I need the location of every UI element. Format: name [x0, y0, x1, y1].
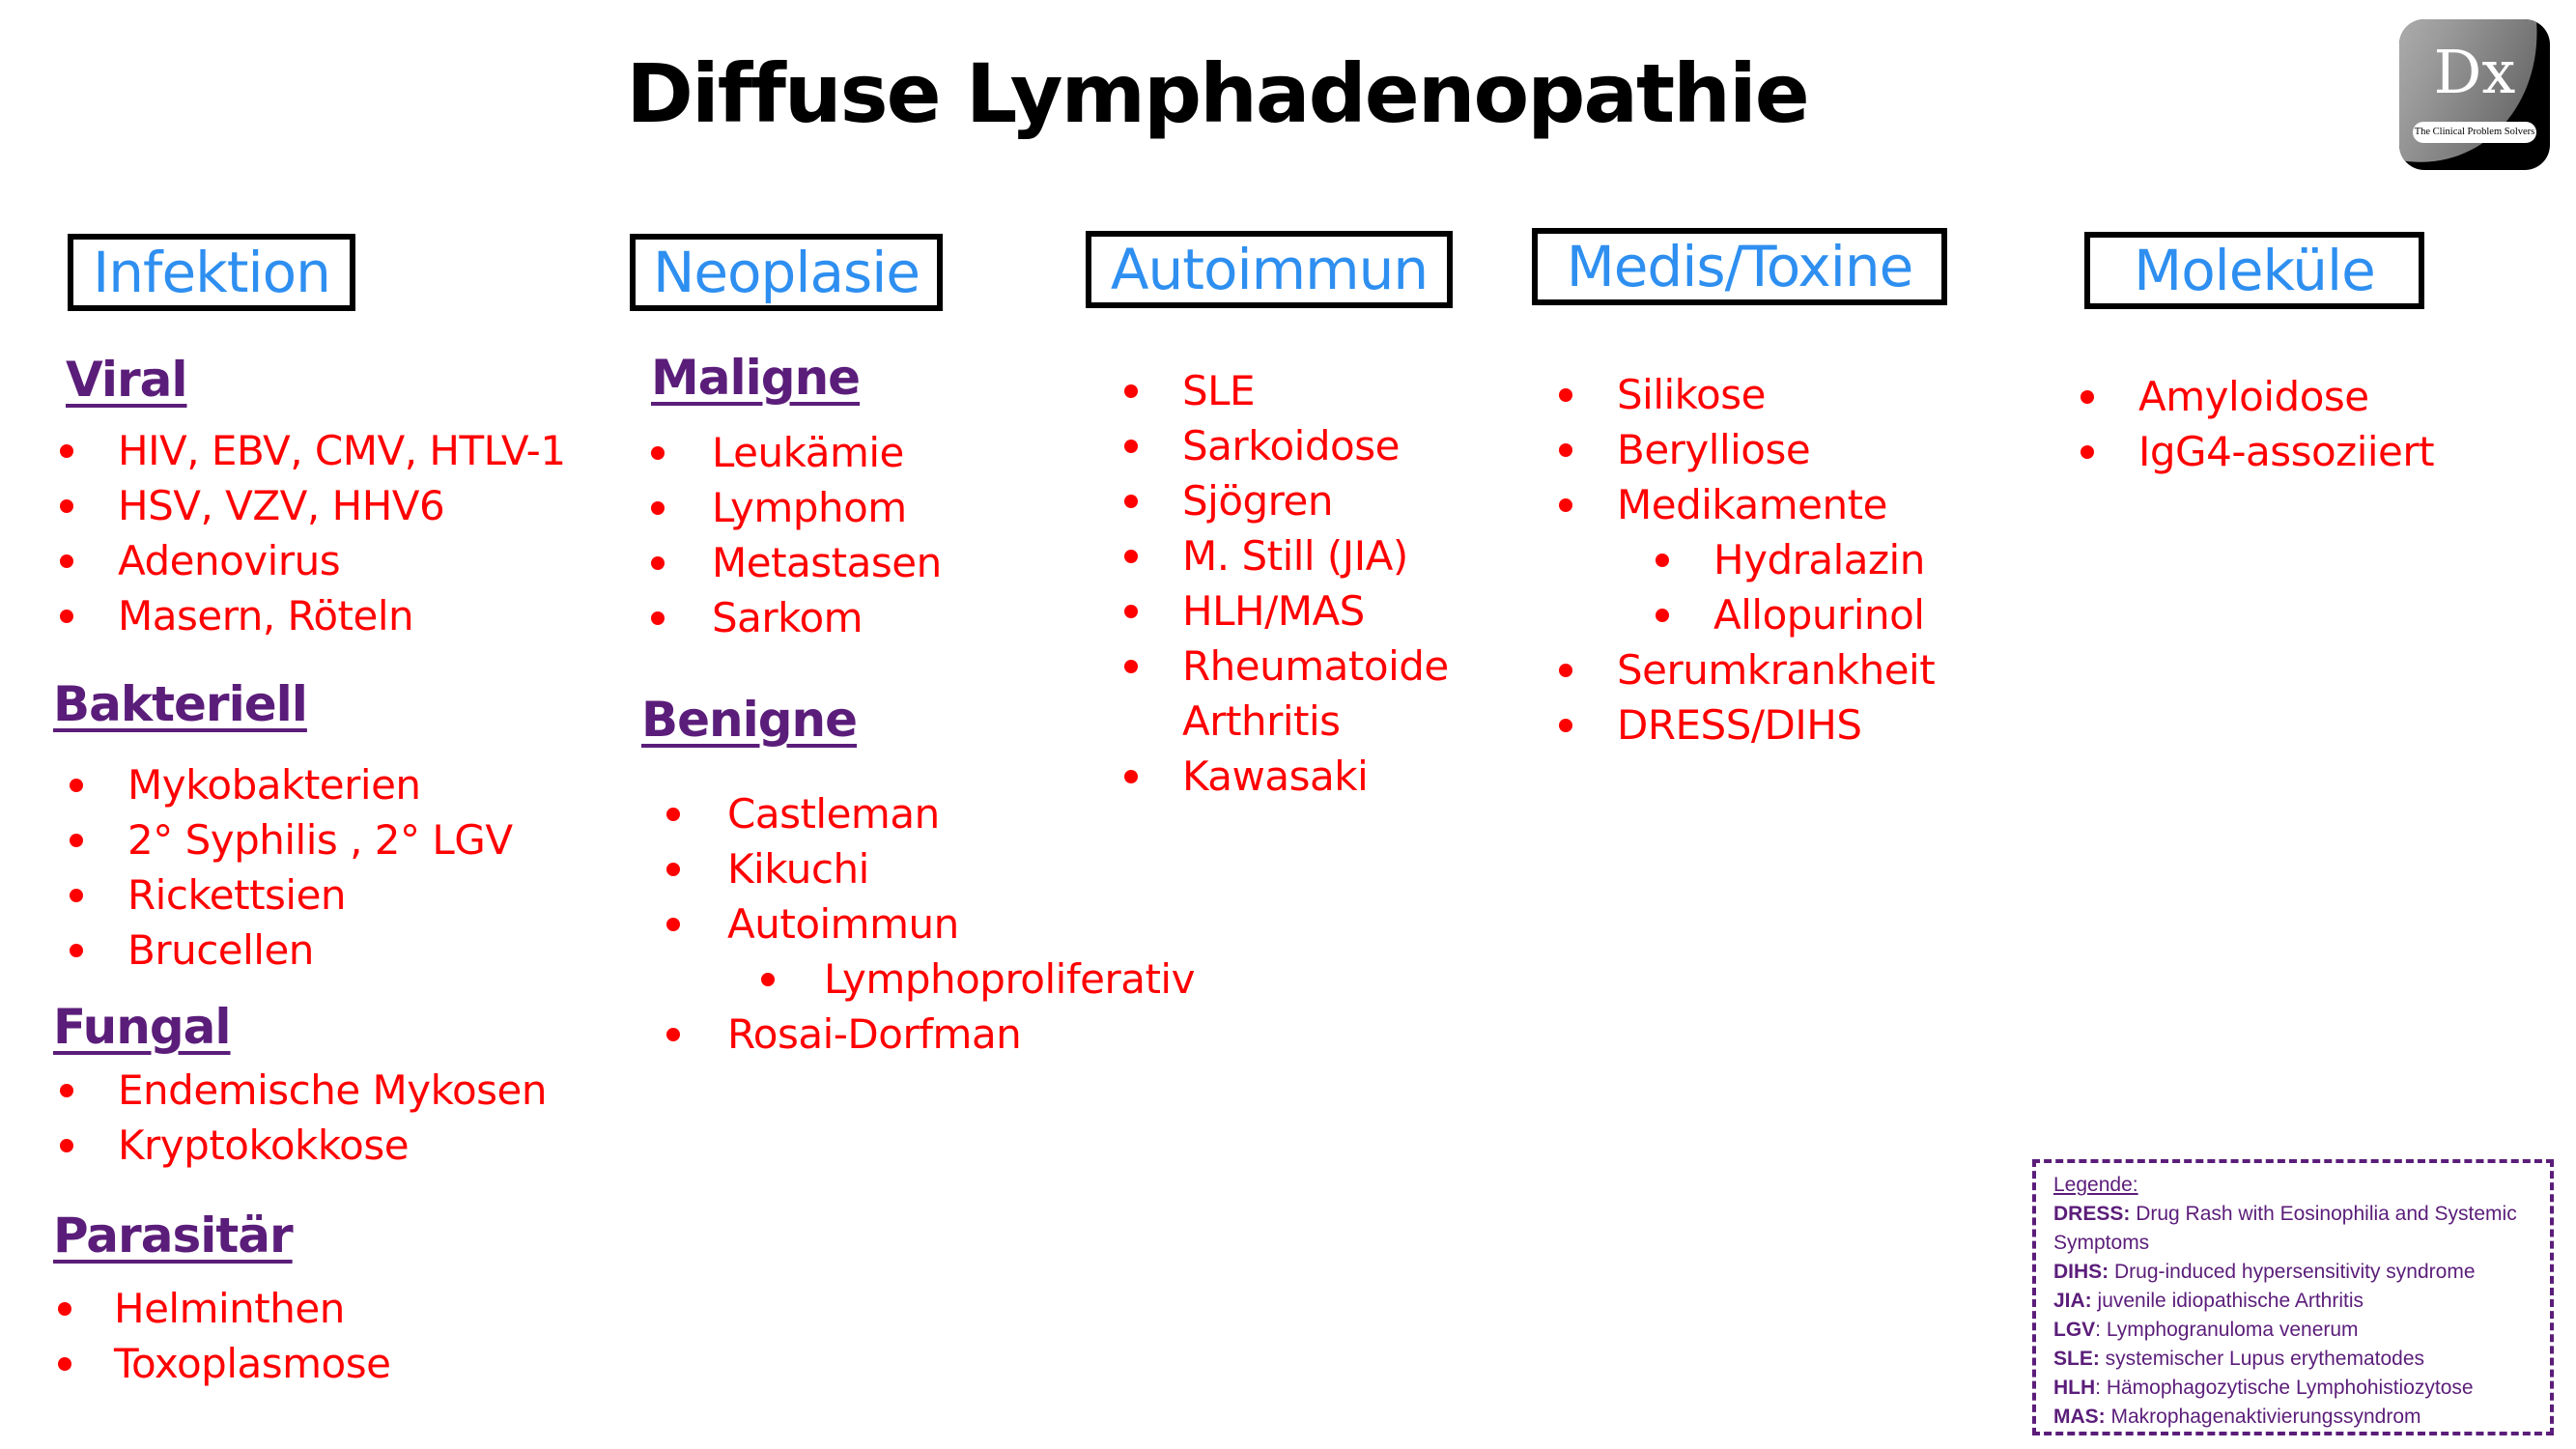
list-bakteriell [68, 757, 513, 978]
list-item: Serumkrankheit [1557, 642, 1935, 697]
list-item: Toxoplasmose [56, 1336, 390, 1391]
bullet-icon [70, 779, 83, 792]
list-item: SLE [1122, 363, 1449, 418]
bullet-icon [1559, 388, 1572, 402]
list-item: DRESS/DIHS [1557, 697, 1935, 753]
list-item: Medikamente [1557, 477, 1935, 532]
legend-entry: MAS: Makrophagenaktivierungssyndrom [2053, 1406, 2421, 1428]
legend-entry: DRESS: Drug Rash with Eosinophilia and Systemic Symptoms [2053, 1203, 2517, 1254]
list-item: Adenovirus [58, 533, 566, 588]
category-autoimmun: Autoimmun [1086, 231, 1453, 308]
list-maligne [649, 425, 942, 645]
list-item: Mykobakterien [68, 757, 513, 812]
list-item: Berylliose [1557, 422, 1935, 477]
bullet-icon [1124, 440, 1138, 453]
category-neoplasie: Neoplasie [630, 234, 943, 311]
bullet-icon [58, 1357, 71, 1371]
legend-entry: JIA: juvenile idiopathische Arthritis [2053, 1290, 2364, 1312]
list-item: Allopurinol [1557, 587, 1935, 642]
list-item: Endemische Mykosen [58, 1063, 547, 1118]
logo-tagline: The Clinical Problem Solvers [2413, 122, 2536, 143]
list-item: Amyloidose [2079, 369, 2434, 424]
list-parasitaer [56, 1281, 390, 1391]
list-item: Helminthen [56, 1281, 390, 1336]
bullet-icon [666, 808, 680, 821]
bullet-icon [1559, 719, 1572, 732]
list-molekuele [2079, 369, 2434, 479]
list-benigne [665, 786, 1195, 1062]
dx-logo [2399, 19, 2550, 170]
list-item: Brucellen [68, 923, 513, 978]
list-item: IgG4-assoziiert [2079, 424, 2434, 479]
list-item: Autoimmun [665, 896, 1195, 952]
logo-mark: Dx [2433, 37, 2516, 107]
bullet-icon [1656, 554, 1669, 567]
legend-entry: LGV: Lymphogranuloma venerum [2053, 1319, 2359, 1341]
bullet-icon [1559, 443, 1572, 457]
bullet-icon [1124, 384, 1138, 398]
bullet-icon [651, 501, 665, 515]
list-item: Leukämie [649, 425, 942, 480]
bullet-icon [2081, 390, 2094, 404]
bullet-icon [666, 918, 680, 931]
list-item: Kikuchi [665, 841, 1195, 896]
list-item: M. Still (JIA) [1122, 528, 1449, 583]
legend-entry: DIHS: Drug-induced hypersensitivity syndrome [2053, 1261, 2476, 1283]
bullet-icon [761, 973, 775, 986]
bullet-icon [1124, 550, 1138, 563]
subheading-parasitaer: Parasitär [53, 1208, 293, 1264]
bullet-icon [1559, 664, 1572, 677]
bullet-icon [1124, 605, 1138, 618]
bullet-icon [1124, 770, 1138, 783]
bullet-icon [60, 499, 73, 513]
bullet-icon [58, 1302, 71, 1316]
bullet-icon [60, 444, 73, 458]
list-item: Rosai-Dorfman [665, 1007, 1195, 1062]
subheading-viral: Viral [66, 352, 187, 408]
legend-heading: Legende: [2053, 1174, 2138, 1196]
bullet-icon [1559, 498, 1572, 512]
subheading-benigne: Benigne [641, 692, 858, 748]
list-item: Metastasen [649, 535, 942, 590]
bullet-icon [666, 1028, 680, 1041]
bullet-icon [651, 556, 665, 570]
list-autoimmun [1122, 363, 1449, 804]
legend-entry: HLH: Hämophagozytische Lymphohistiozytose [2053, 1377, 2474, 1399]
list-viral [58, 423, 566, 643]
list-item: Castleman [665, 786, 1195, 841]
list-item: Kryptokokkose [58, 1118, 547, 1173]
bullet-icon [666, 863, 680, 876]
list-item: Sjögren [1122, 473, 1449, 528]
list-item-continuation: Arthritis [1182, 697, 1341, 745]
subheading-maligne: Maligne [651, 350, 861, 406]
list-item: Silikose [1557, 367, 1935, 422]
bullet-icon [70, 944, 83, 957]
list-item: Lymphoproliferativ [665, 952, 1195, 1007]
list-item: HSV, VZV, HHV6 [58, 478, 566, 533]
list-item: HIV, EBV, CMV, HTLV-1 [58, 423, 566, 478]
bullet-icon [1124, 495, 1138, 508]
bullet-icon [60, 1084, 73, 1097]
list-item: Lymphom [649, 480, 942, 535]
list-medis-toxine [1557, 367, 1935, 753]
list-fungal [58, 1063, 547, 1173]
bullet-icon [70, 889, 83, 902]
bullet-icon [60, 610, 73, 623]
bullet-icon [1656, 609, 1669, 622]
list-item: Hydralazin [1557, 532, 1935, 587]
subheading-fungal: Fungal [53, 999, 231, 1055]
bullet-icon [651, 611, 665, 625]
bullet-icon [70, 834, 83, 847]
list-item: Kawasaki [1122, 749, 1449, 804]
list-item: Rickettsien [68, 867, 513, 923]
list-item: Sarkoidose [1122, 418, 1449, 473]
category-medis-toxine: Medis/Toxine [1532, 228, 1947, 305]
list-item: Sarkom [649, 590, 942, 645]
list-item: Rheumatoide [1122, 639, 1449, 694]
category-molekuele: Moleküle [2084, 232, 2424, 309]
list-item: HLH/MAS [1122, 583, 1449, 639]
legend-box [2032, 1159, 2554, 1435]
subheading-bakteriell: Bakteriell [53, 676, 307, 732]
category-infektion: Infektion [68, 234, 355, 311]
list-item: Masern, Röteln [58, 588, 566, 643]
bullet-icon [60, 554, 73, 568]
bullet-icon [2081, 445, 2094, 459]
legend-entry: SLE: systemischer Lupus erythematodes [2053, 1348, 2424, 1370]
bullet-icon [651, 446, 665, 460]
page-title: Diffuse Lymphadenopathie [626, 46, 1808, 141]
bullet-icon [60, 1139, 73, 1152]
list-item: 2° Syphilis , 2° LGV [68, 812, 513, 867]
bullet-icon [1124, 660, 1138, 673]
